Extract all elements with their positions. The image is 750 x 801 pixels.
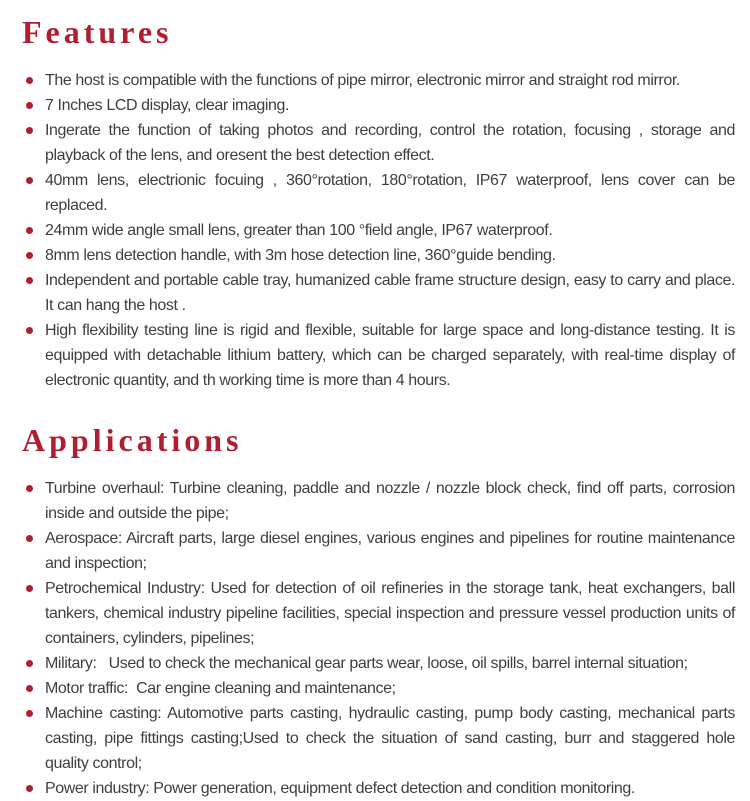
- features-section: [22, 12, 735, 393]
- list-item: [22, 93, 735, 118]
- bullet-icon: [26, 785, 33, 792]
- list-item-text: Machine casting: Automotive parts casting, hydraulic casting, pump body casting, mechanical parts casting, pipe fittings casting;Used to check the situation of sand casting, burr and staggered hole quality control;: [45, 705, 735, 772]
- list-item-text: 40mm lens, electrionic focuing , 360°rotation, 180°rotation, IP67 waterproof, lens cover can be replaced.: [45, 172, 735, 214]
- applications-list: [22, 476, 735, 801]
- bullet-icon: [26, 327, 33, 334]
- bullet-icon: [26, 535, 33, 542]
- list-item-text: 7 Inches LCD display, clear imaging.: [45, 97, 290, 114]
- bullet-icon: [26, 102, 33, 109]
- list-item-text: Power industry: Power generation, equipment defect detection and condition monitoring.: [45, 780, 635, 797]
- list-item: [22, 701, 735, 776]
- list-item-text: Military: Used to check the mechanical gear parts wear, loose, oil spills, barrel internal situation;: [45, 655, 688, 672]
- list-item-text: 24mm wide angle small lens, greater than 100 °field angle, IP67 waterproof.: [45, 222, 553, 239]
- list-item-text: Ingerate the function of taking photos and recording, control the rotation, focusing , storage and playback of the lens, and oresent the best detection effect.: [45, 122, 735, 164]
- list-item: [22, 476, 735, 526]
- bullet-icon: [26, 77, 33, 84]
- list-item-text: The host is compatible with the functions of pipe mirror, electronic mirror and straight rod mirror.: [45, 72, 680, 89]
- list-item: [22, 168, 735, 218]
- bullet-icon: [26, 252, 33, 259]
- bullet-icon: [26, 227, 33, 234]
- list-item: [22, 651, 735, 676]
- features-heading: Features: [22, 14, 173, 50]
- bullet-icon: [26, 660, 33, 667]
- list-item-text: Turbine overhaul: Turbine cleaning, paddle and nozzle / nozzle block check, find off parts, corrosion inside and outside the pipe;: [45, 480, 735, 522]
- bullet-icon: [26, 585, 33, 592]
- list-item-text: Petrochemical Industry: Used for detection of oil refineries in the storage tank, heat exchangers, ball tankers, chemical industry pipeline facilities, special inspection and pressure vessel production units of containers, cylinders, pipelines;: [45, 580, 735, 647]
- bullet-icon: [26, 485, 33, 492]
- list-item: [22, 526, 735, 576]
- applications-section: [22, 420, 735, 801]
- list-item-text: Aerospace: Aircraft parts, large diesel engines, various engines and pipelines for routine maintenance and inspection;: [45, 530, 735, 572]
- bullet-icon: [26, 685, 33, 692]
- list-item: [22, 676, 735, 701]
- bullet-icon: [26, 277, 33, 284]
- bullet-icon: [26, 177, 33, 184]
- list-item: [22, 318, 735, 393]
- list-item-text: Independent and portable cable tray, humanized cable frame structure design, easy to carry and place. It can hang the host .: [45, 272, 735, 314]
- list-item: [22, 268, 735, 318]
- bullet-icon: [26, 127, 33, 134]
- list-item: [22, 68, 735, 93]
- bullet-icon: [26, 710, 33, 717]
- list-item-text: 8mm lens detection handle, with 3m hose detection line, 360°guide bending.: [45, 247, 556, 264]
- list-item: [22, 243, 735, 268]
- list-item-text: High flexibility testing line is rigid and flexible, suitable for large space and long-distance testing. It is equipped with detachable lithium battery, which can be charged separately, with real-time display of electronic quantity, and th working time is more than 4 hours.: [45, 322, 735, 389]
- list-item: [22, 576, 735, 651]
- list-item: [22, 218, 735, 243]
- list-item: [22, 118, 735, 168]
- features-list: [22, 68, 735, 393]
- list-item-text: Motor traffic: Car engine cleaning and maintenance;: [45, 680, 396, 697]
- applications-heading: Applications: [22, 422, 243, 458]
- list-item: [22, 776, 735, 801]
